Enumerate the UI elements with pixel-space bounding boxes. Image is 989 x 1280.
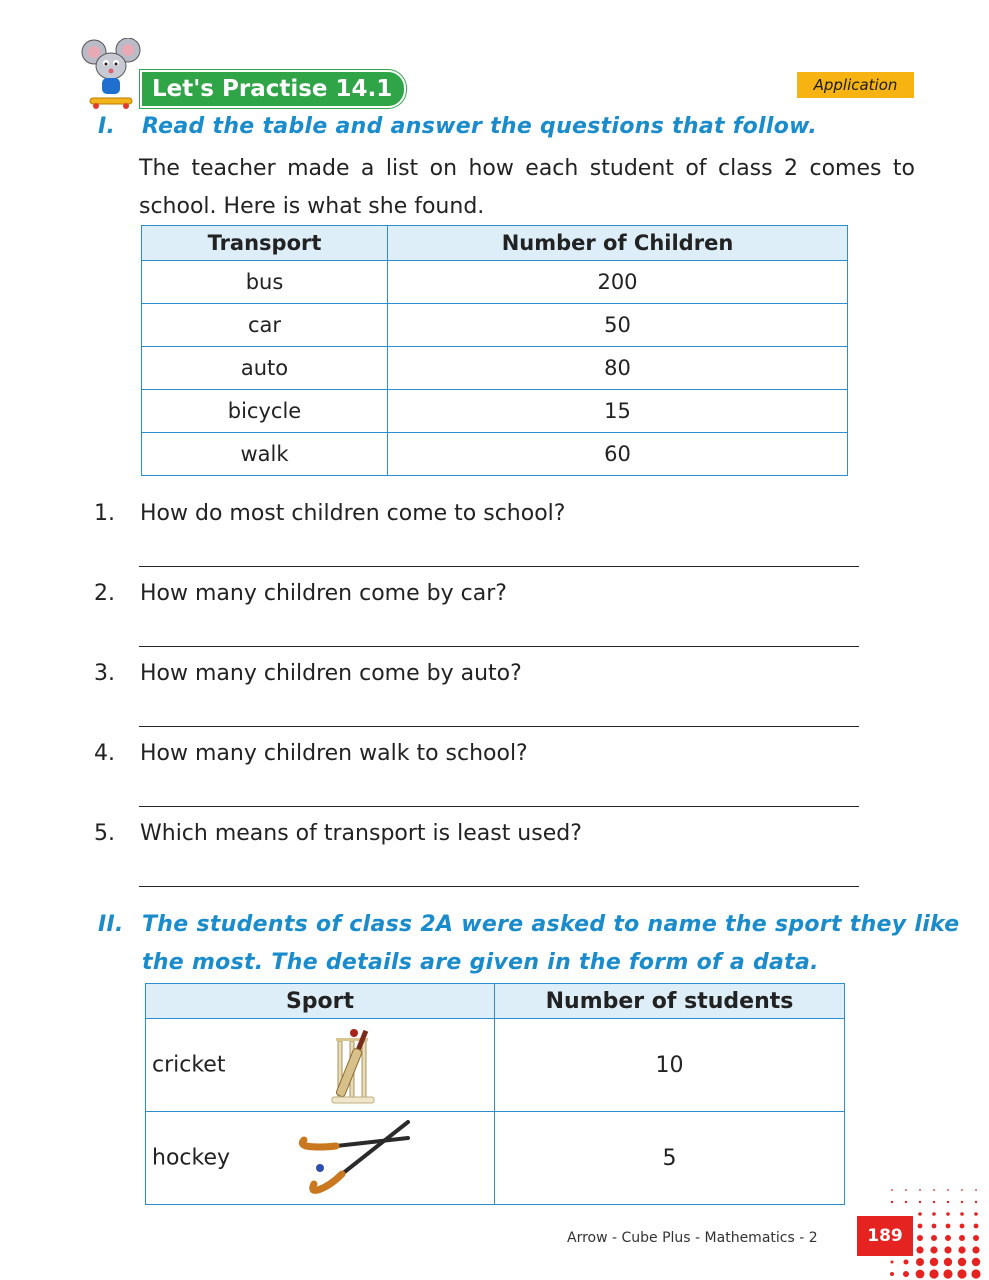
answer-line[interactable] xyxy=(139,646,859,647)
table-row xyxy=(142,347,848,390)
transport-cell: auto xyxy=(142,347,388,390)
question-number: 2. xyxy=(94,581,115,606)
question-item xyxy=(94,821,582,846)
sport-name: cricket xyxy=(152,1052,226,1078)
table-header-row xyxy=(142,226,848,261)
count-cell: 60 xyxy=(388,433,848,476)
answer-line[interactable] xyxy=(139,886,859,887)
question-item xyxy=(94,501,565,526)
table-row xyxy=(146,1019,845,1112)
question-number: 3. xyxy=(94,661,115,686)
section-two-heading-line1: The students of class 2A were asked to name the sport they like xyxy=(142,912,960,937)
count-cell: 5 xyxy=(495,1112,845,1205)
section-one-numeral: I. xyxy=(98,114,116,139)
cricket-bat-stumps-icon xyxy=(324,1027,384,1107)
table-row xyxy=(146,1112,845,1205)
table-row xyxy=(142,390,848,433)
question-text: How many children walk to school? xyxy=(140,741,528,766)
transport-cell: walk xyxy=(142,433,388,476)
sports-table xyxy=(145,983,845,1205)
hockey-sticks-icon xyxy=(296,1116,411,1200)
count-cell: 80 xyxy=(388,347,848,390)
question-number: 5. xyxy=(94,821,115,846)
count-cell: 15 xyxy=(388,390,848,433)
application-badge: Application xyxy=(797,72,914,98)
section-one-heading: Read the table and answer the questions that follow. xyxy=(142,114,818,139)
count-cell: 10 xyxy=(495,1019,845,1112)
question-item xyxy=(94,661,522,686)
transport-cell: car xyxy=(142,304,388,347)
section-one-paragraph: The teacher made a list on how each student of class 2 comes to school. Here is what she found. xyxy=(139,156,915,219)
question-text: Which means of transport is least used? xyxy=(140,821,582,846)
answer-line[interactable] xyxy=(139,726,859,727)
section-two-numeral: II. xyxy=(98,912,124,937)
sport-cell xyxy=(146,1019,495,1112)
count-cell: 200 xyxy=(388,261,848,304)
transport-table xyxy=(141,225,848,476)
column-header: Sport xyxy=(146,984,495,1019)
table-header-row xyxy=(146,984,845,1019)
question-item xyxy=(94,741,528,766)
question-text: How many children come by auto? xyxy=(140,661,522,686)
sport-cell xyxy=(146,1112,495,1205)
column-header: Number of Children xyxy=(388,226,848,261)
practise-banner: Let's Practise 14.1 xyxy=(140,70,406,108)
question-text: How many children come by car? xyxy=(140,581,507,606)
column-header: Number of students xyxy=(495,984,845,1019)
mouse-mascot-icon xyxy=(76,38,146,110)
table-row xyxy=(142,261,848,304)
answer-line[interactable] xyxy=(139,566,859,567)
book-title: Arrow - Cube Plus - Mathematics - 2 xyxy=(567,1230,818,1246)
table-row xyxy=(142,433,848,476)
count-cell: 50 xyxy=(388,304,848,347)
answer-line[interactable] xyxy=(139,806,859,807)
decorative-dots-icon xyxy=(880,1186,989,1280)
question-text: How do most children come to school? xyxy=(140,501,566,526)
transport-cell: bicycle xyxy=(142,390,388,433)
column-header: Transport xyxy=(142,226,388,261)
section-two-heading-line2: the most. The details are given in the form of a data. xyxy=(142,950,819,975)
transport-cell: bus xyxy=(142,261,388,304)
table-row xyxy=(142,304,848,347)
question-item xyxy=(94,581,507,606)
sport-name: hockey xyxy=(152,1145,231,1171)
question-number: 4. xyxy=(94,741,115,766)
question-number: 1. xyxy=(94,501,115,526)
page-number: 189 xyxy=(857,1216,913,1256)
